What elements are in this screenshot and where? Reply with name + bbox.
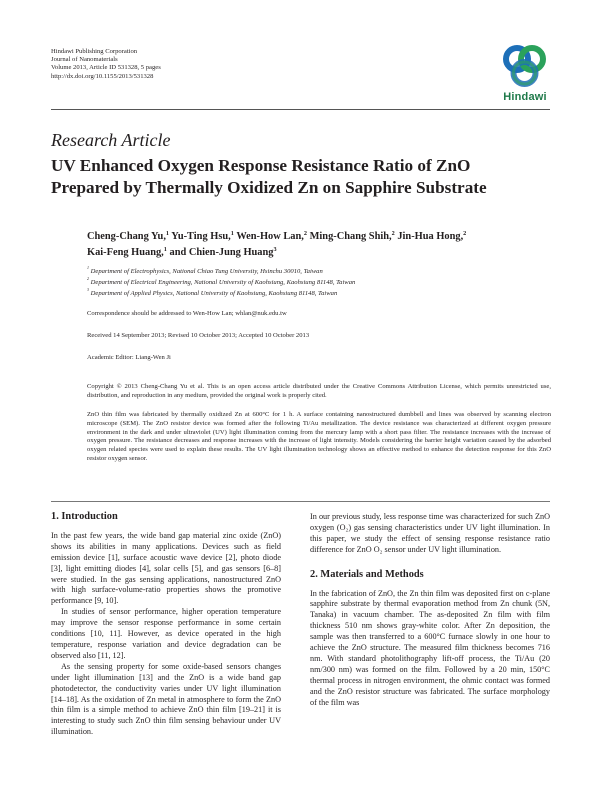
header-divider <box>51 109 550 110</box>
paper-title <box>51 155 551 199</box>
author: Yu-Ting Hsu,$^1$ <box>171 230 234 242</box>
hindawi-logo <box>497 42 553 104</box>
author: Cheng-Chang Yu,$^1$ <box>87 230 170 242</box>
intro-paragraph: In studies of sensor performance, higher operation temperature may improve the sensor response performance in some certain conditions [10, 11]. However, as device operated in the high temperature, response variation and device degradation can be observed also [11, 12]. <box>51 607 281 660</box>
author-list <box>87 229 557 261</box>
right-column <box>310 512 550 709</box>
abstract: ZnO thin film was fabricated by thermally oxidized Zn at 600°C for 1 h. A surface containing nanostructured dumbbell and lines was observed by scanning electron microscope (SEM). The ZnO resistor device was formed after the following Ti/Au metallization. The device resistance was characterized at different oxygen pressure environment in the dark and under ultraviolet (UV) light illumination coming from the mercury lamp with a short pass filter. The resistance increases with the increase of oxygen pressure. The resistance decreases and response increases with the increase of light intensity. Models considering the barrier height variation caused by the adsorbed oxygen related species were used to explain these results. The UV light illumination technology shows an effective method to enhance the detection response for this ZnO resistor oxygen sensor. <box>87 411 551 462</box>
methods-heading: 2. Materials and Methods <box>310 568 424 580</box>
author: Jin-Hua Hong,$^2$ <box>397 230 467 242</box>
author: Wen-How Lan,$^2$ <box>236 230 307 242</box>
affiliation: $^3$ Department of Applied Physics, National University of Kaohsiung, Kaohsiung 81148, Taiwan <box>87 287 338 298</box>
publisher-name: Hindawi Publishing Corporation <box>51 48 138 55</box>
copyright-notice: Copyright © 2013 Cheng-Chang Yu et al. This is an open access article distributed under the Creative Commons Attribution License, which permits unrestricted use, distribution, and reproduction in any medium, provided the original work is properly cited. <box>87 383 551 399</box>
author: Ming-Chang Shih,$^2$ <box>309 230 395 242</box>
author: and Chien-Jung Huang$^3$ <box>169 246 277 258</box>
academic-editor: Academic Editor: Liang-Wen Ji <box>87 354 171 361</box>
article-type: Research Article <box>51 130 171 150</box>
correspondence: Correspondence should be addressed to Wen-How Lan; whlan@nuk.edu.tw <box>87 310 287 317</box>
author: Kai-Feng Huang,$^1$ <box>87 246 167 258</box>
methods-paragraph: In the fabrication of ZnO, the Zn thin film was deposited first on c-plane sapphire substrate by thermal evaporation method from Zn chunk (5N, Tanaka) in vacuum chamber. The as-deposited Zn film with film thickness 510 nm shows gray-white color. After Zn deposition, the sample was then transferred to a 600°C furnace slowly in one hour to achieve the ZnO structure. The measured film thickness becomes 716 nm. With standard photolithography lift-off process, the Ti/Au (20 nm/300 nm) was formed on the film. Followed by a 20 min, 150°C thermal process in nitrogen environment, the ohmic contact was formed and the ZnO resistor structure was fabricated. The surface morphology of the film was <box>310 588 550 707</box>
body-paragraph: In our previous study, less response time was characterized for such ZnO oxygen (O₂) gas sensing characteristics under UV light illumination. In this paper, we study the effect of sensing response resistance ratio difference for ZnO O₂ sensor under UV light illumination. <box>310 512 550 554</box>
intro-paragraph: In the past few years, the wide band gap material zinc oxide (ZnO) shows its abilities in many applications. Devices such as field emission device [1], surface acoustic wave device [2], photo diode [3], light emitting diodes [4], solar cells [5], and gas sensors [6–8] were studied. In the gas sensing applications, nanostructured ZnO with high surface-volume-ratio properties shows the promotive performance [9, 10]. <box>51 530 281 606</box>
volume-info: Volume 2013, Article ID 531328, 5 pages <box>51 64 161 72</box>
doi-link[interactable]: http://dx.doi.org/10.1155/2013/531328 <box>51 72 154 80</box>
logo-text: Hindawi <box>503 91 547 103</box>
abstract-divider <box>51 501 550 502</box>
journal-name: Journal of Nanomaterials <box>51 56 118 64</box>
received-dates: Received 14 September 2013; Revised 10 October 2013; Accepted 10 October 2013 <box>87 332 310 339</box>
affiliation: $^1$ Department of Electrophysics, National Chiao Tung University, Hsinchu 30010, Taiwan <box>87 265 323 275</box>
affiliation: $^2$ Department of Electrical Engineering, National University of Kaohsiung, Kaohsiung 81148, Taiwan <box>87 276 356 287</box>
title-line-2: Prepared by Thermally Oxidized Zn on Sapphire Substrate <box>51 178 487 197</box>
journal-header <box>51 48 161 81</box>
intro-heading: 1. Introduction <box>51 511 118 522</box>
title-line-1: UV Enhanced Oxygen Response Resistance Ratio of ZnO <box>51 156 471 175</box>
hindawi-logo-icon <box>497 42 553 90</box>
intro-paragraph: As the sensing property for some oxide-based sensors changes under light illumination [13] and the ZnO is a wide band gap photodetector, the conductivity varies under UV light illumination [14–18]. As the oxidation of Zn metal in atmosphere to form the ZnO thin film is a simple method to achieve ZnO thin film [19–21] it is interesting to study such ZnO thin film sensing behaviour under UV illumination. <box>51 661 281 737</box>
affiliation-list <box>87 266 547 300</box>
left-column <box>51 512 281 738</box>
